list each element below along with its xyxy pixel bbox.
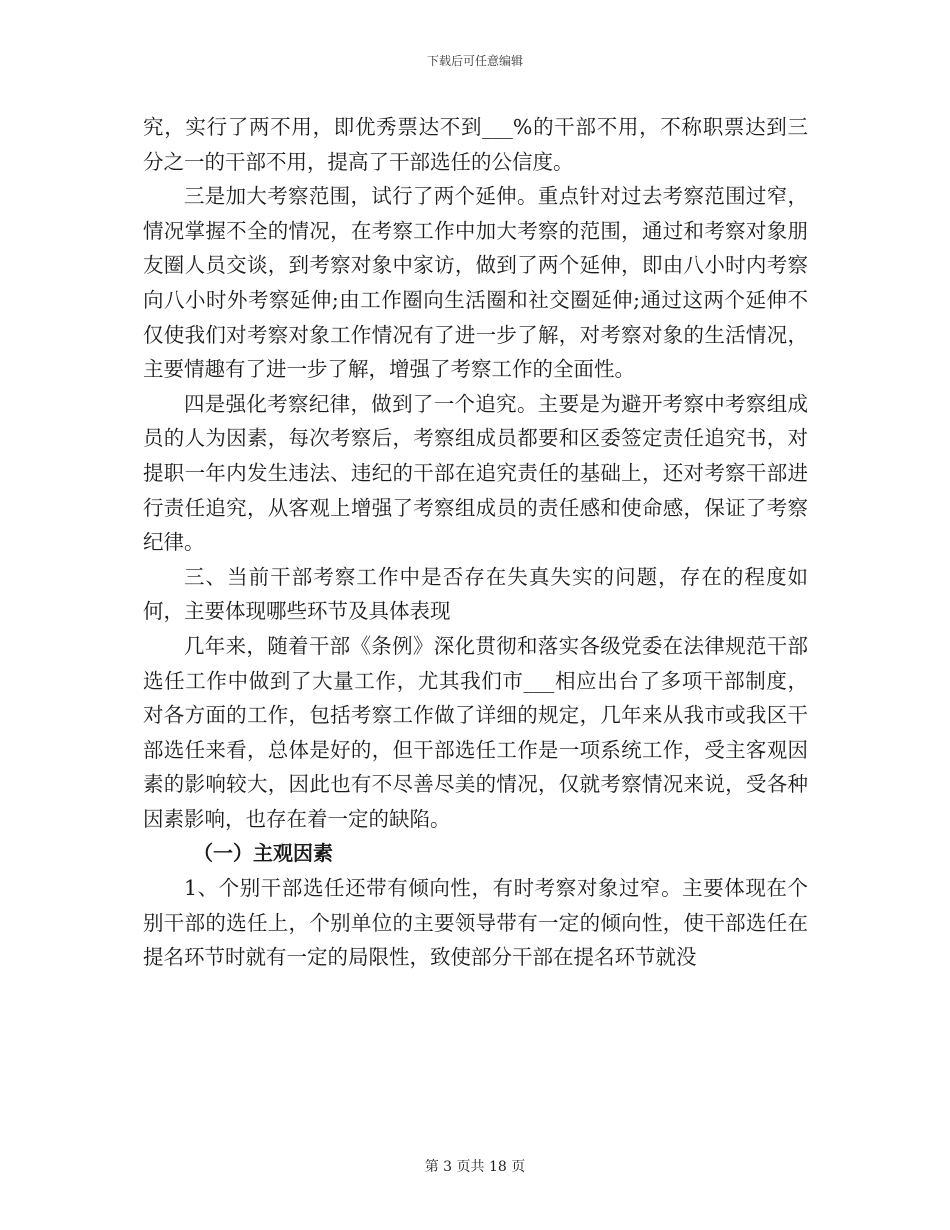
page-header: 下载后可任意编辑 (426, 54, 523, 68)
paragraph-continuation: 究，实行了两不用，即优秀票达不到___%的干部不用，不称职票达到三分之一的干部不用，提高了干部选任的公信度。 (143, 115, 808, 174)
paragraph-investigation-scope: 三是加大考察范围，试行了两个延伸。重点针对过去考察范围过窄，情况掌握不全的情况，在考察工作中加大考察的范围，通过和考察对象朋友圈人员交谈，到考察对象中家访，做到了两个延伸，即由八小时内考察向八小时外考察延伸;由工作圈向生活圈和社交圈延伸;通过这两个延伸不仅使我们对考察对象工作情况有了进一步了解，对考察对象的生活情况，主要情趣有了进一步了解，增强了考察工作的全面性。 (143, 184, 808, 382)
document-body (143, 110, 808, 975)
paragraph-investigation-discipline: 四是强化考察纪律，做到了一个追究。主要是为避开考察中考察组成员的人为因素，每次考察后，考察组成员都要和区委签定责任追究书，对提职一年内发生违法、违纪的干部在追究责任的基础上，还对考察干部进行责任追究，从客观上增强了考察组成员的责任感和使命感，保证了考察纪律。 (143, 391, 808, 555)
paragraph-point-one: 1、个别干部选任还带有倾向性，有时考察对象过窄。主要体现在个别干部的选任上，个别单位的主要领导带有一定的倾向性，使干部选任在提名环节时就有一定的局限性，致使部分干部在提名环节就没 (143, 876, 808, 970)
paragraph-overview: 几年来，随着干部《条例》深化贯彻和落实各级党委在法律规范干部选任工作中做到了大量工作，尤其我们市___相应出台了多项干部制度，对各方面的工作，包括考察工作做了详细的规定，几年来从我市或我区干部选任来看，总体是好的，但干部选任工作是一项系统工作，受主客观因素的影响较大，因此也有不尽善尽美的情况，仅就考察情况来说，受各种因素影响，也存在着一定的缺陷。 (143, 633, 808, 831)
section-heading-three: 三、当前干部考察工作中是否存在失真失实的问题，存在的程度如何，主要体现哪些环节及具体表现 (143, 564, 808, 624)
subheading-subjective-factors: （一）主观因素 (193, 841, 333, 866)
page-footer: 第 3 页共 18 页 (424, 1159, 526, 1175)
